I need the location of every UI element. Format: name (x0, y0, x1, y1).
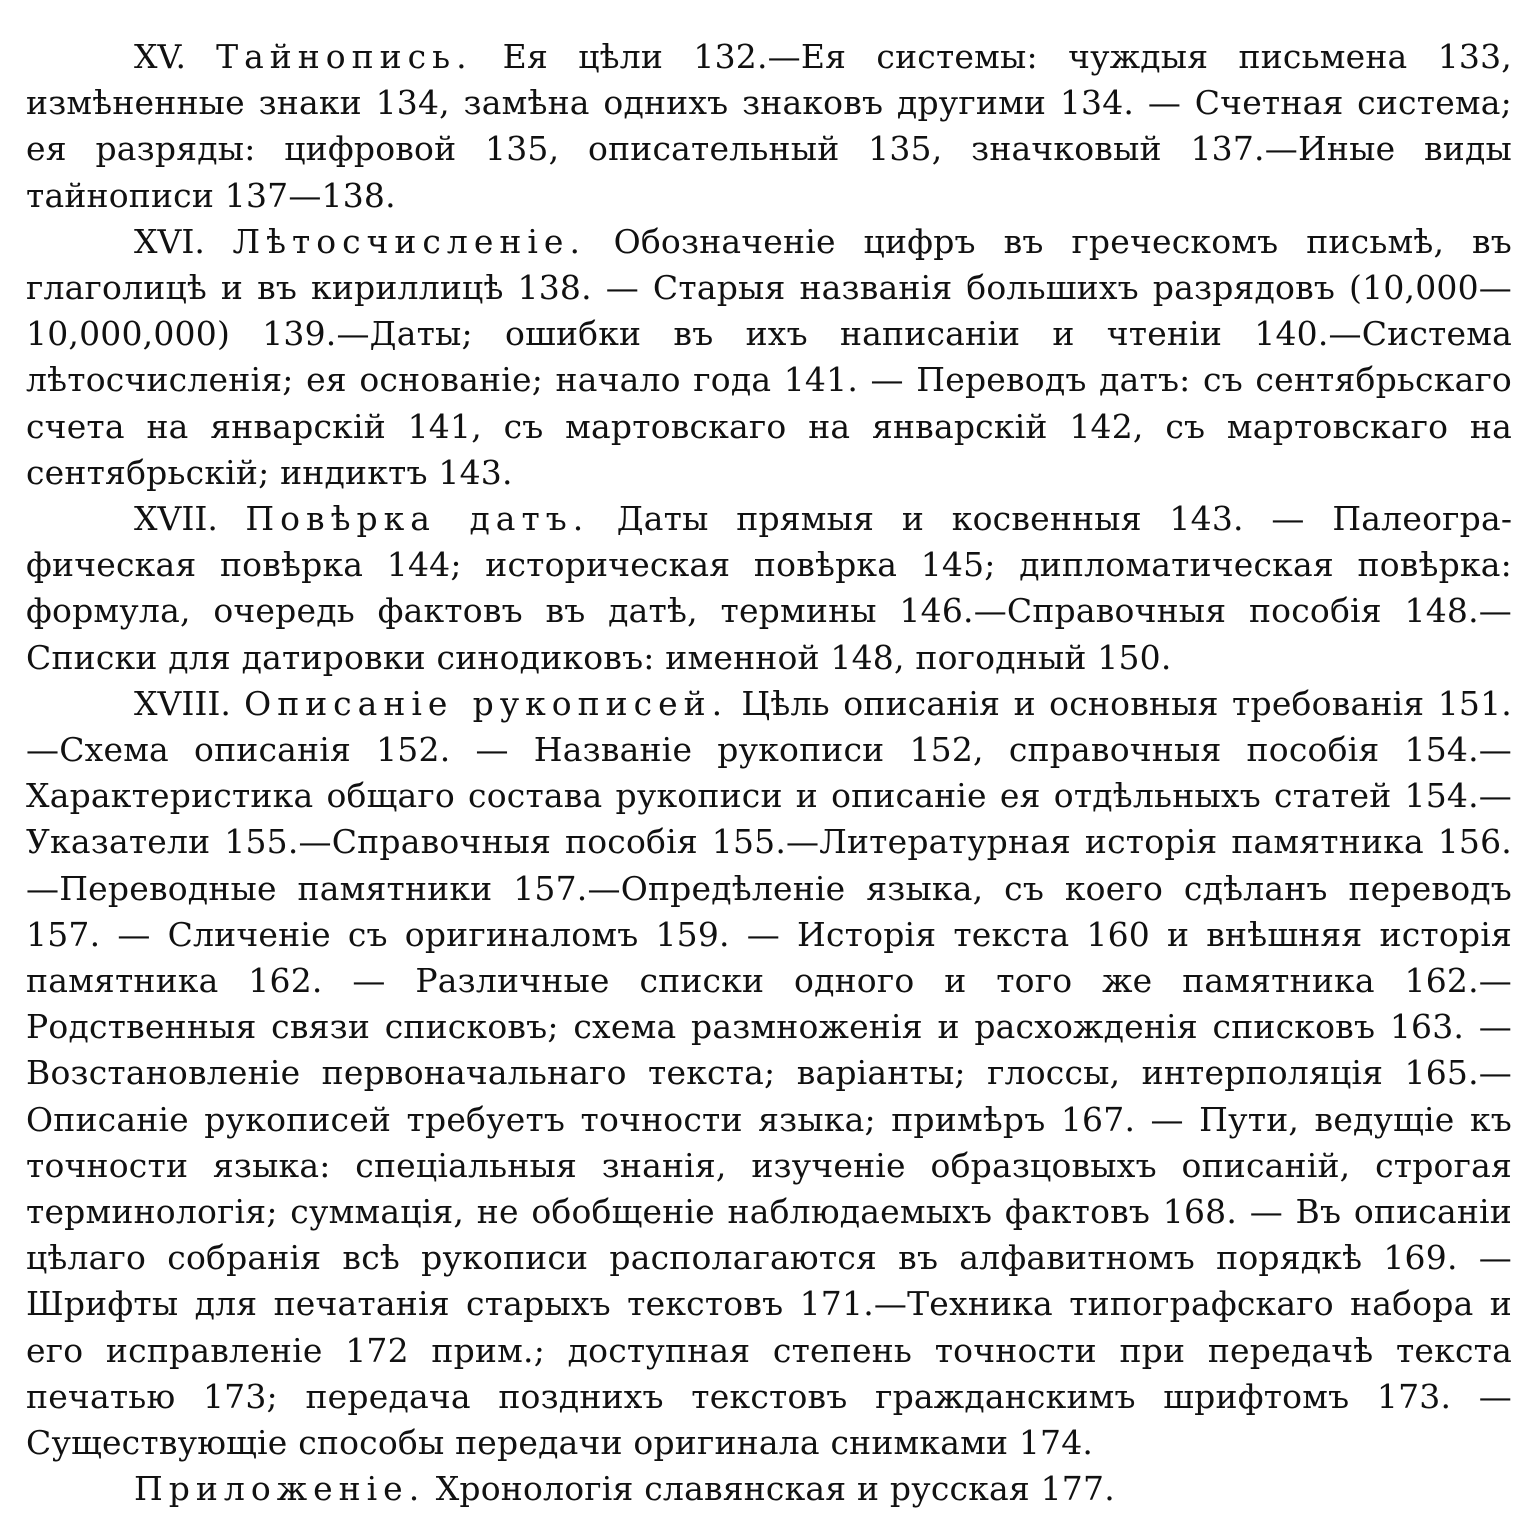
section-xviii (26, 681, 1512, 1466)
section-text: Цѣль описанія и основныя требованія 151.—Схема описанія 152. — Названіе рукописи 152, справочныя пособія 154.—Характеристика общаго состава рукописи и описаніе ея отдѣльныхъ статей 154.—Указатели 155.—Справочныя пособія 155.—Литературная исторія памятника 156.—Переводные памятники 157.—Опредѣленіе языка, съ коего сдѣланъ переводъ 157. — Сличеніе съ оригиналомъ 159. — Исторія текста 160 и внѣшняя исторія памятника 162. — Различные списки одного и того же памятника 162.—Родственныя связи списковъ; схема размноженія и расхожденія списковъ 163. — Возстановленіе первоначальнаго текста; варіанты; глоссы, интерполяція 165.—Описаніе рукописей требуетъ точности языка; примѣръ 167. — Пути, ведущіе къ точности языка: спеціальныя знанія, изученіе образцовыхъ описаній, строгая терминологія; суммація, не обобщеніе наблюдаемыхъ фактовъ 168. — Въ описаніи цѣлаго собранія всѣ рукописи располагаются въ алфавитномъ порядкѣ 169. —Шрифты для печатанія старыхъ текстовъ 171.—Техника типографскаго набора и его исправленіе 172 прим.; доступная степень точности при передачѣ текста печатью 173; передача позднихъ текстовъ гражданскимъ шрифтомъ 173. — Существующіе способы передачи оригинала снимками 174. (26, 683, 1513, 1463)
section-number: XVII. (134, 499, 218, 539)
section-xv (26, 34, 1512, 219)
appendix-heading: Приложеніе. (134, 1469, 426, 1509)
section-xvi (26, 219, 1512, 496)
toc-page (26, 34, 1512, 1513)
section-text: Ея цѣли 132.—Ея системы: чуждыя письмена 133, измѣненные знаки 134, замѣна однихъ знаковъ другими 134. — Счетная система; ея разряды: цифровой 135, описательный 135, значковый 137.—Иные виды тайнописи 137—138. (26, 37, 1512, 215)
appendix (26, 1466, 1512, 1512)
section-heading: Повѣрка датъ. (245, 499, 590, 539)
section-xvii (26, 496, 1512, 681)
appendix-text: Хронологія славянская и русская 177. (435, 1469, 1115, 1509)
section-text: Даты прямыя и косвенныя 143. — Палеографическая повѣрка 144; историческая повѣрка 145; дипломатическая повѣрка: формула, очередь фактовъ въ датѣ, термины 146.—Справочныя пособія 148.—Списки для датировки синодиковъ: именной 148, погодный 150. (26, 499, 1512, 677)
section-number: XVIII. (134, 683, 231, 723)
section-heading: Лѣтосчисленіе. (232, 221, 586, 261)
section-number: XVI. (134, 221, 205, 261)
section-number: XV. (134, 37, 187, 76)
section-heading: Тайнопись. (216, 37, 473, 76)
section-heading: Описаніе рукописей. (244, 683, 729, 723)
section-text: Обозначеніе цифръ въ греческомъ письмѣ, въ глаголицѣ и въ кириллицѣ 138. — Старыя названія большихъ разрядовъ (10,000—10,000,000) 139.—Даты; ошибки въ ихъ написаніи и чтеніи 140.—Система лѣтосчисленія; ея основаніе; начало года 141. — Переводъ датъ: съ сентябрьскаго счета на январскій 141, съ мартовскаго на январскій 142, съ мартовскаго на сентябрьскій; индиктъ 143. (26, 221, 1512, 492)
